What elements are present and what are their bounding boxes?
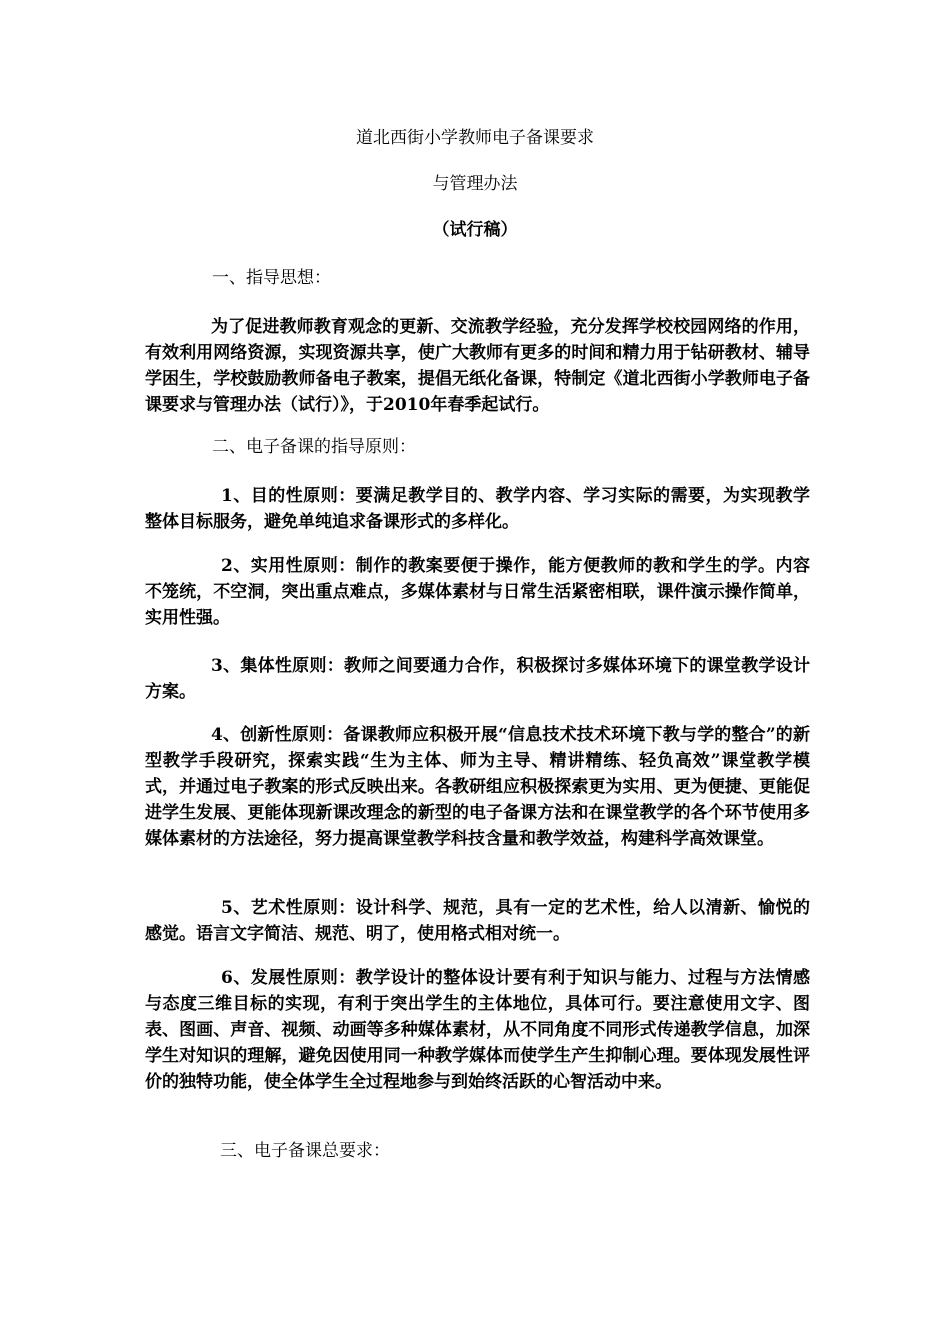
principle-artistry: 5、艺术性原则：设计科学、规范，具有一定的艺术性，给人以清新、愉悦的感觉。语言文字简洁、规范、明了，使用格式相对统一。	[145, 898, 810, 944]
principle-practicality: 2、实用性原则：制作的教案要便于操作，能方便教师的教和学生的学。内容不笼统，不空洞，突出重点难点，多媒体素材与日常生活紧密相联，课件演示操作简单，实用性强。	[145, 556, 810, 628]
document-title-line2: 与管理办法	[432, 174, 518, 194]
principle-purpose: 1、目的性原则：要满足教学目的、教学内容、学习实际的需要，为实现教学整体目标服务，避免单纯追求备课形式的多样化。	[145, 486, 810, 532]
principle-development: 6、发展性原则：教学设计的整体设计要有利于知识与能力、过程与方法情感与态度三维目标的实现，有利于突出学生的主体地位，具体可行。要注意使用文字、图表、图画、声音、视频、动画等多种媒体素材，从不同角度不同形式传递教学信息，加深学生对知识的理解，避免因使用同一种教学媒体而使学生产生抑制心理。要体现发展性评价的独特功能，使全体学生全过程地参与到始终活跃的心智活动中来。	[145, 968, 810, 1092]
principle-innovation: 4、创新性原则：备课教师应积极开展“信息技术技术环境下教与学的整合”的新型教学手段研究，探索实践“生为主体、师为主导、精讲精练、轻负高效”课堂教学模式，并通过电子教案的形式反映出来。各教研组应积极探索更为实用、更为便捷、更能促进学生发展、更能体现新课改理念的新型的电子备课方法和在课堂教学的各个环节使用多媒体素材的方法途径，努力提高课堂教学科技含量和教学效益，构建科学高效课堂。	[145, 725, 810, 849]
document-draft-label: （试行稿）	[432, 220, 518, 240]
section1-body: 为了促进教师教育观念的更新、交流教学经验，充分发挥学校校园网络的作用，有效利用网络资源，实现资源共享，使广大教师有更多的时间和精力用于钻研教材、辅导学困生，学校鼓励教师备电子教案，提倡无纸化备课，特制定《道北西街小学教师电子备课要求与管理办法（试行）》，于2010年春季起试行。	[145, 317, 810, 415]
document-title: 道北西街小学教师电子备课要求	[356, 128, 594, 148]
section1-heading: 一、指导思想：	[212, 268, 331, 288]
section2-heading: 二、电子备课的指导原则：	[212, 437, 416, 457]
principle-collective: 3、集体性原则：教师之间要通力合作，积极探讨多媒体环境下的课堂教学设计方案。	[145, 656, 810, 702]
section3-heading: 三、电子备课总要求：	[220, 1141, 390, 1161]
